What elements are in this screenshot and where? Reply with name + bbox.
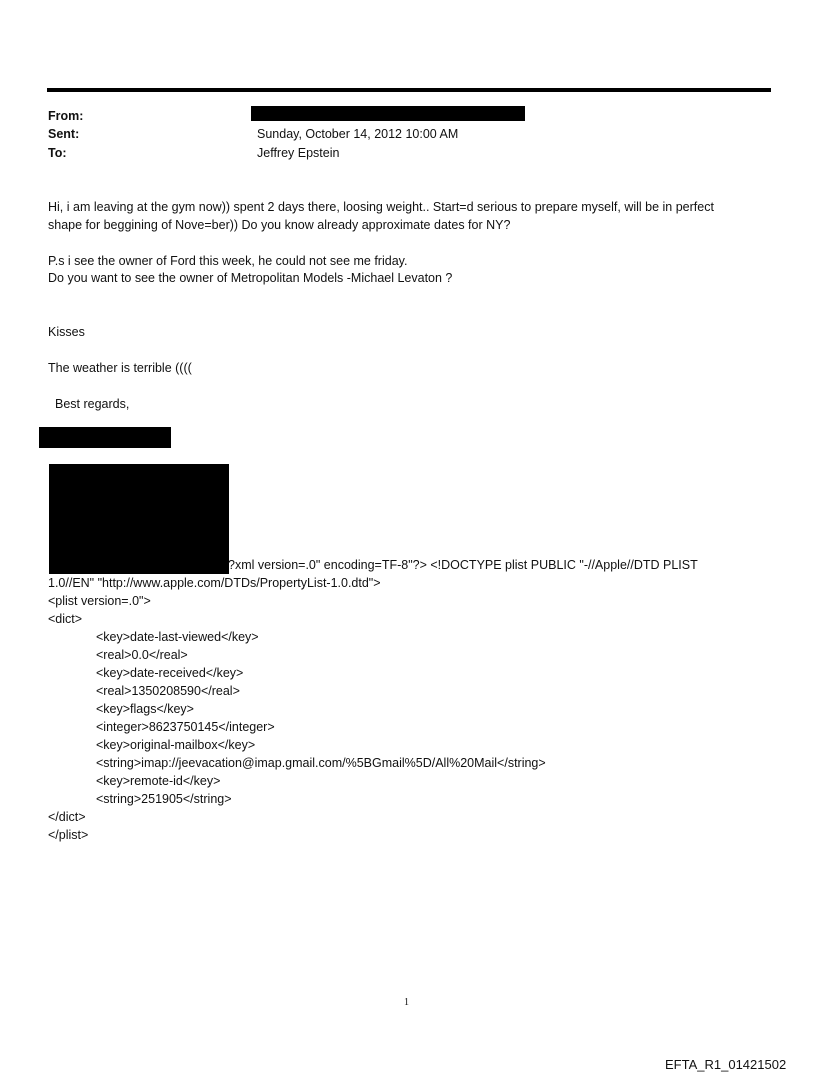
body-line-2: shape for beggining of Nove=ber)) Do you know already approximate dates for NY? [48,218,511,232]
sent-label: Sent: [48,127,80,141]
body-line-4: Do you want to see the owner of Metropolitan Models -Michael Levaton ? [48,271,453,285]
weather-line: The weather is terrible (((( [48,361,192,375]
document-id: EFTA_R1_01421502 [665,1057,787,1072]
header-rule [47,88,771,92]
plist-entry: <real>0.0</real> [96,648,188,662]
plist-entry: <string>imap://jeevacation@imap.gmail.com/%5BGmail%5D/All%20Mail</string> [96,756,546,770]
sent-value: Sunday, October 14, 2012 10:00 AM [257,127,459,141]
redacted-block [49,464,229,574]
plist-close-dict: </dict> [48,810,86,824]
plist-entry: <key>original-mailbox</key> [96,738,256,752]
best-regards: Best regards, [55,397,130,411]
plist-entry: <real>1350208590</real> [96,684,240,698]
plist-close-plist: </plist> [48,828,89,842]
body-line-3: P.s i see the owner of Ford this week, he could not see me friday. [48,254,408,268]
plist-entry: <key>date-last-viewed</key> [96,630,259,644]
page-number: 1 [404,997,409,1008]
plist-entry: <integer>8623750145</integer> [96,720,275,734]
plist-line-1: ?xml version=.0" encoding=TF-8"?> <!DOCTYPE plist PUBLIC "-//Apple//DTD PLIST [228,558,698,572]
to-label: To: [48,146,67,160]
redacted-signature [39,427,171,448]
plist-entry: <key>remote-id</key> [96,774,221,788]
plist-entry: <string>251905</string> [96,792,232,806]
plist-line-4: <dict> [48,612,83,626]
body-line-1: Hi, i am leaving at the gym now)) spent 2 days there, loosing weight.. Start=d serious to prepare myself, will be in perfect [48,200,714,214]
to-value: Jeffrey Epstein [257,146,340,160]
sign-off-kisses: Kisses [48,325,85,339]
plist-line-2: 1.0//EN" "http://www.apple.com/DTDs/PropertyList-1.0.dtd"> [48,576,381,590]
plist-entry: <key>date-received</key> [96,666,244,680]
plist-line-3: <plist version=.0"> [48,594,151,608]
from-label: From: [48,109,84,123]
plist-entry: <key>flags</key> [96,702,194,716]
redacted-sender [251,106,525,121]
